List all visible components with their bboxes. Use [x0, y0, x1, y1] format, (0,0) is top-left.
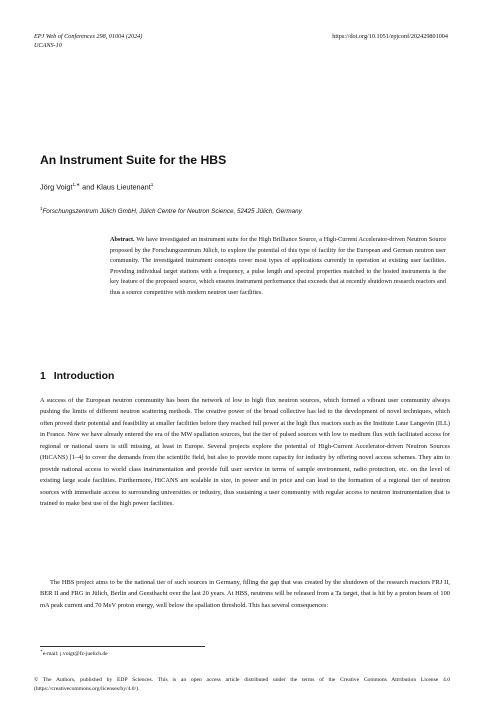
affiliation-text: Forschungszentrum Jülich GmbH, Jülich Centre for Neutron Science, 52425 Jülich, Germany	[42, 208, 302, 216]
body-paragraph: The HBS project aims to be the national tier of such sources in Germany, filling the gap that was created by the shutdown of the research reactors FRJ II, BER II and FRG in Jülich, Berlin and Geesthacht over the last 20 years. At HBS, neutrons will be released from a Ta target, that is hit by a proton beam of 100 mA peak current and 70 MeV proton energy, well below the spallation threshold. This has several consequences:	[40, 579, 450, 609]
abstract-label: Abstract.	[110, 236, 135, 243]
copyright-notice: © The Authors, published by EDP Sciences. This is an open access article distributed under the terms of the Creative Commons Attribution License 4.0 (https://creativecommons.org/licenses/by/4.0/).	[34, 677, 450, 692]
body-paragraph: A success of the European neutron community has been the network of low to high flux neutron sources, which formed a vibrant user community always pushing the limits of different neutron scattering methods. The creative power of the broad collective has led to the development of novel techniques, which often proved their potential and feasibility at smaller facilities before they reached full power at the high flux reactors such as the Institute Laue Langevin (ILL) in France. Now we have already entered the era of the MW spallation sources, but the tier of pulsed sources with low to medium flux with facilitated access for regional or national users is still missing, at least in Europe. Several projects explore the potential of High-Current Accelerator-driven Neutron Sources (HiCANS) [1–4] to cover the demands from the scientific field, but also to provide more capacity for industry by offering novel access schemes. They aim to provide national access to world class instrumentation and provide full user service in terms of sample environment, radio protection, etc. on the level of existing large scale facilities. Furthermore, HiCANS are scalable in size, in power and in price and can lead to the formation of a regional tier of neutron sources with immediate access to surrounding universities or industry, thus sustaining a user community with regular access to neutron instrumentation that is trained to make best use of the high power facilities.	[40, 397, 450, 508]
author-affiliation-mark: 1,∗	[72, 182, 81, 187]
author-name: Klaus Lieutenant	[96, 182, 151, 192]
abstract	[110, 235, 446, 298]
doi-link[interactable]: https://doi.org/10.1051/epjconf/202429801004	[332, 33, 448, 40]
author-list	[40, 182, 153, 191]
author-name: Jörg Voigt	[40, 182, 73, 192]
author-separator: and	[80, 182, 97, 192]
section-heading	[40, 371, 114, 382]
paper-title: An Instrument Suite for the HBS	[40, 153, 227, 167]
conference-name: UCANS-10	[34, 42, 62, 49]
footnote-email[interactable]: e-mail: j.voigt@fz-juelich.de	[42, 650, 108, 657]
author-affiliation-mark: 1	[150, 182, 154, 187]
affiliation-mark: 1	[40, 206, 43, 211]
abstract-text: We have investigated an instrument suite for the High Brilliance Source, a High-Current Accelerator-driven Neutron Source proposed by the Forschungszentrum Jülich, to explore the potential of this type of facility for the European and German neutron user community. The investigated instrument concepts cover most types of applications currently in operation at existing user facilities. Providing individual target stations with a frequency, a pulse length and spectral properties matched to the hosted instruments is the key feature of the proposed source, which ensures instrument performance that exceeds that at recently shutdown research reactors and thus a source competitive with modern neutron user facilities.	[110, 236, 447, 296]
footnote	[40, 648, 108, 657]
affiliation	[40, 206, 302, 215]
running-header-left	[34, 32, 142, 50]
footnote-divider	[40, 646, 205, 647]
section-title: Introduction	[53, 371, 115, 382]
journal-citation: EPJ Web of Conferences 298, 01004 (2024)	[34, 33, 143, 40]
section-number: 1	[40, 371, 46, 382]
footnote-mark: ∗	[40, 648, 43, 653]
